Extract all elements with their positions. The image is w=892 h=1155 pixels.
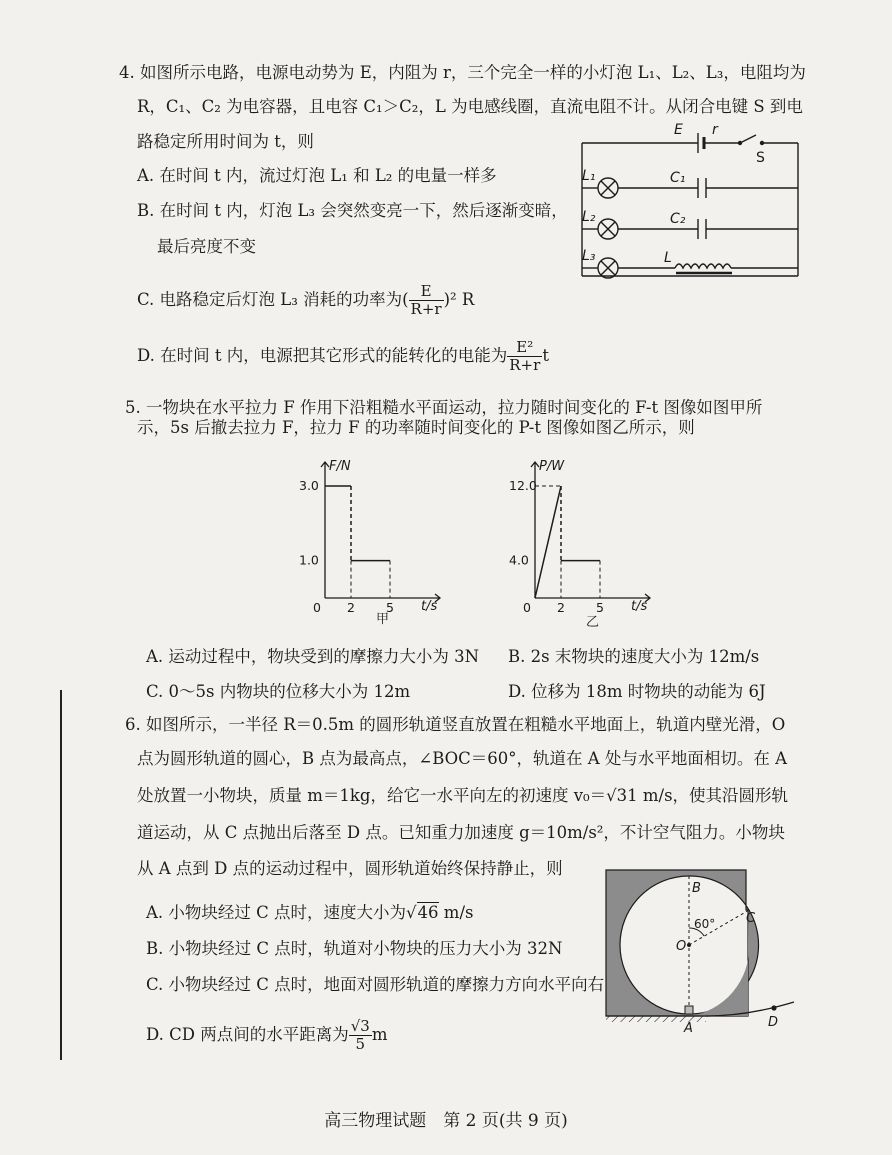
p-chart-caption: 乙: [586, 615, 600, 630]
q6-option-d: D. CD 两点间的水平距离为 $\frac{√3}{5}$ m: [146, 1017, 388, 1053]
p-chart-y-tick-label: 12.0: [509, 478, 537, 493]
p-chart-x-tick-label: 2: [557, 600, 565, 615]
label-r: r: [712, 122, 718, 138]
f-chart-ylabel: F/N: [329, 459, 351, 474]
q6-option-c: C. 小物块经过 C 点时，地面对圆形轨道的摩擦力方向水平向右: [146, 975, 605, 994]
label-A: A: [684, 1021, 693, 1036]
q5-option-a: A. 运动过程中，物块受到的摩擦力大小为 3N: [146, 647, 480, 666]
p-chart-y-tick-label: 4.0: [509, 552, 529, 568]
label-L3: L₃: [582, 248, 596, 264]
p-chart-series-segment: [535, 486, 561, 598]
label-B: B: [692, 881, 701, 896]
f-chart-x-tick-label: 0: [313, 600, 321, 615]
label-O: O: [676, 939, 687, 954]
q4-option-b-line2: 最后亮度不变: [157, 237, 256, 256]
f-chart-xlabel: t/s: [421, 599, 438, 614]
label-C: C: [746, 911, 756, 926]
q5-option-c: C. 0～5s 内物块的位移大小为 12m: [146, 682, 411, 701]
q4-option-b-line1: B. 在时间 t 内，灯泡 L₃ 会突然变亮一下，然后逐渐变暗，: [137, 201, 568, 220]
q6-option-b: B. 小物块经过 C 点时，轨道对小物块的压力大小为 32N: [146, 939, 563, 958]
q6-line-5: 从 A 点到 D 点的运动过程中，圆形轨道始终保持静止，则: [137, 859, 563, 878]
q6-option-a: A. 小物块经过 C 点时，速度大小为√46 m/s: [146, 903, 474, 922]
label-C2: C₂: [670, 211, 686, 227]
label-D: D: [768, 1015, 779, 1030]
page-footer: 高三物理试题 第 2 页(共 9 页): [324, 1111, 568, 1131]
q4-line-1: 4. 如图所示电路，电源电动势为 E，内阻为 r，三个完全一样的小灯泡 L₁、L₂、L₃，电阻均为: [119, 63, 806, 82]
q6-line-4: 道运动，从 C 点抛出后落至 D 点。已知重力加速度 g＝10m/s²，不计空气阻力。小物块: [137, 823, 785, 842]
page-margin-rule: [60, 690, 62, 1060]
f-chart-x-tick-label: 5: [386, 600, 394, 615]
label-E: E: [674, 122, 683, 138]
q4-option-a: A. 在时间 t 内，流过灯泡 L₁ 和 L₂ 的电量一样多: [137, 166, 497, 185]
q4-line-3: 路稳定所用时间为 t，则: [137, 132, 314, 151]
p-t-chart: [495, 450, 675, 630]
label-S: S: [756, 150, 765, 166]
p-chart-x-tick-label: 0: [523, 600, 531, 615]
label-L1: L₁: [582, 168, 596, 184]
q4-option-c: C. 电路稳定后灯泡 L₃ 消耗的功率为( $\frac{E}{R+r}$ )² R: [137, 282, 475, 318]
p-chart-xlabel: t/s: [631, 599, 648, 614]
p-chart-ylabel: P/W: [539, 459, 565, 474]
f-t-chart: [285, 450, 465, 630]
q5-option-d: D. 位移为 18m 时物块的动能为 6J: [508, 682, 766, 701]
q6-line-3: 处放置一小物块，质量 m＝1kg，给它一水平向左的初速度 v₀＝√31 m/s，使其沿圆形轨: [137, 786, 789, 805]
q5-option-b: B. 2s 末物块的速度大小为 12m/s: [508, 647, 760, 666]
q4-option-d: D. 在时间 t 内，电源把其它形式的能转化的电能为 $\frac{\text{E²}}{R+r}$ t: [137, 338, 549, 374]
q6-track-figure: [598, 866, 803, 1036]
label-angle: 60°: [694, 917, 716, 931]
q4-circuit-diagram: [570, 118, 805, 288]
f-chart-caption: 甲: [376, 612, 390, 627]
q4-line-2: R，C₁、C₂ 为电容器，且电容 C₁＞C₂，L 为电感线圈，直流电阻不计。从闭合电键 S 到电: [137, 97, 803, 116]
q6-line-1: 6. 如图所示，一半径 R＝0.5m 的圆形轨道竖直放置在粗糙水平地面上，轨道内壁光滑，O: [125, 715, 786, 734]
p-chart-x-tick-label: 5: [596, 600, 604, 615]
label-L2: L₂: [582, 209, 596, 225]
label-L: L: [664, 250, 672, 266]
f-chart-y-tick-label: 1.0: [299, 552, 319, 568]
f-chart-x-tick-label: 2: [347, 600, 355, 615]
label-C1: C₁: [670, 170, 686, 186]
q6-line-2: 点为圆形轨道的圆心，B 点为最高点，∠BOC＝60°，轨道在 A 处与水平地面相切。在 A: [137, 749, 788, 768]
q5-line-1: 5. 一物块在水平拉力 F 作用下沿粗糙水平面运动，拉力随时间变化的 F-t 图像如图甲所: [125, 398, 763, 417]
q5-line-2: 示，5s 后撤去拉力 F，拉力 F 的功率随时间变化的 P-t 图像如图乙所示，则: [137, 418, 695, 437]
f-chart-y-tick-label: 3.0: [299, 478, 319, 493]
